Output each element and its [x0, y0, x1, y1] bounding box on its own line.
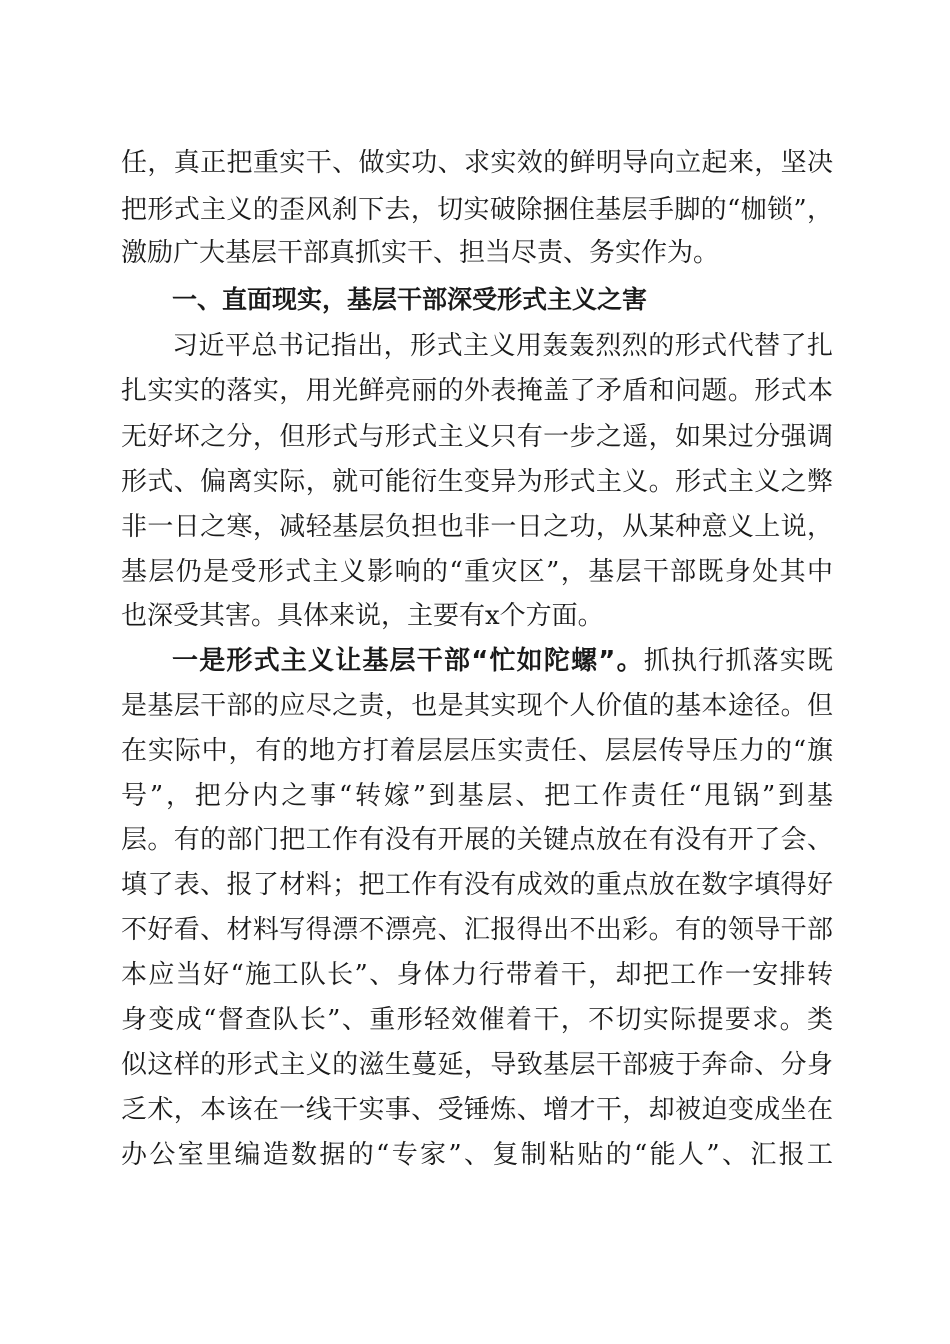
paragraph-lead: 一是形式主义让基层干部“忙如陀螺”。	[172, 646, 644, 676]
paragraph-line: 在实际中，有的地方打着层层压实责任、层层传导压力的“旗	[121, 736, 833, 766]
paragraph-line: 无好坏之分，但形式与形式主义只有一步之遥，如果过分强调	[121, 422, 833, 452]
paragraph-line: 本应当好“施工队长”、身体力行带着干，却把工作一安排转	[121, 960, 833, 990]
paragraph-line: 不好看、材料写得漂不漂亮、汇报得出不出彩。有的领导干部	[121, 915, 833, 945]
paragraph-line: 身变成“督查队长”、重形轻效催着干，不切实际提要求。类	[121, 1005, 833, 1035]
paragraph-line: 填了表、报了材料；把工作有没有成效的重点放在数字填得好	[121, 870, 833, 900]
paragraph-line: 习近平总书记指出，形式主义用轰轰烈烈的形式代替了扎	[172, 331, 833, 361]
paragraph-line: 乏术，本该在一线干实事、受锤炼、增才干，却被迫变成坐在	[121, 1095, 833, 1125]
section-heading: 一、直面现实，基层干部深受形式主义之害	[172, 285, 648, 314]
paragraph-line: 似这样的形式主义的滋生蔓延，导致基层干部疲于奔命、分身	[121, 1050, 833, 1080]
paragraph-line: 激励广大基层干部真抓实干、担当尽责、务实作为。	[121, 238, 720, 268]
paragraph-line: 形式、偏离实际，就可能衍生变异为形式主义。形式主义之弊	[121, 467, 833, 497]
paragraph-line: 也深受其害。具体来说，主要有x个方面。	[121, 601, 604, 631]
paragraph-line: 办公室里编造数据的“专家”、复制粘贴的“能人”、汇报工	[121, 1140, 833, 1170]
paragraph-line	[172, 641, 833, 681]
paragraph-line-rest: 抓执行抓落实既	[643, 646, 833, 676]
paragraph-line: 任，真正把重实干、做实功、求实效的鲜明导向立起来，坚决	[121, 148, 833, 178]
paragraph-line: 号”，把分内之事“转嫁”到基层、把工作责任“甩锅”到基	[121, 781, 833, 811]
paragraph-line: 扎实实的落实，用光鲜亮丽的外表掩盖了矛盾和问题。形式本	[121, 376, 833, 406]
paragraph-line: 基层仍是受形式主义影响的“重灾区”，基层干部既身处其中	[121, 557, 833, 587]
paragraph-line: 层。有的部门把工作有没有开展的关键点放在有没有开了会、	[121, 825, 833, 855]
paragraph-line: 是基层干部的应尽之责，也是其实现个人价值的基本途径。但	[121, 691, 833, 721]
paragraph-line: 非一日之寒，减轻基层负担也非一日之功，从某种意义上说，	[121, 512, 833, 542]
paragraph-line: 把形式主义的歪风刹下去，切实破除捆住基层手脚的“枷锁”，	[121, 195, 833, 225]
